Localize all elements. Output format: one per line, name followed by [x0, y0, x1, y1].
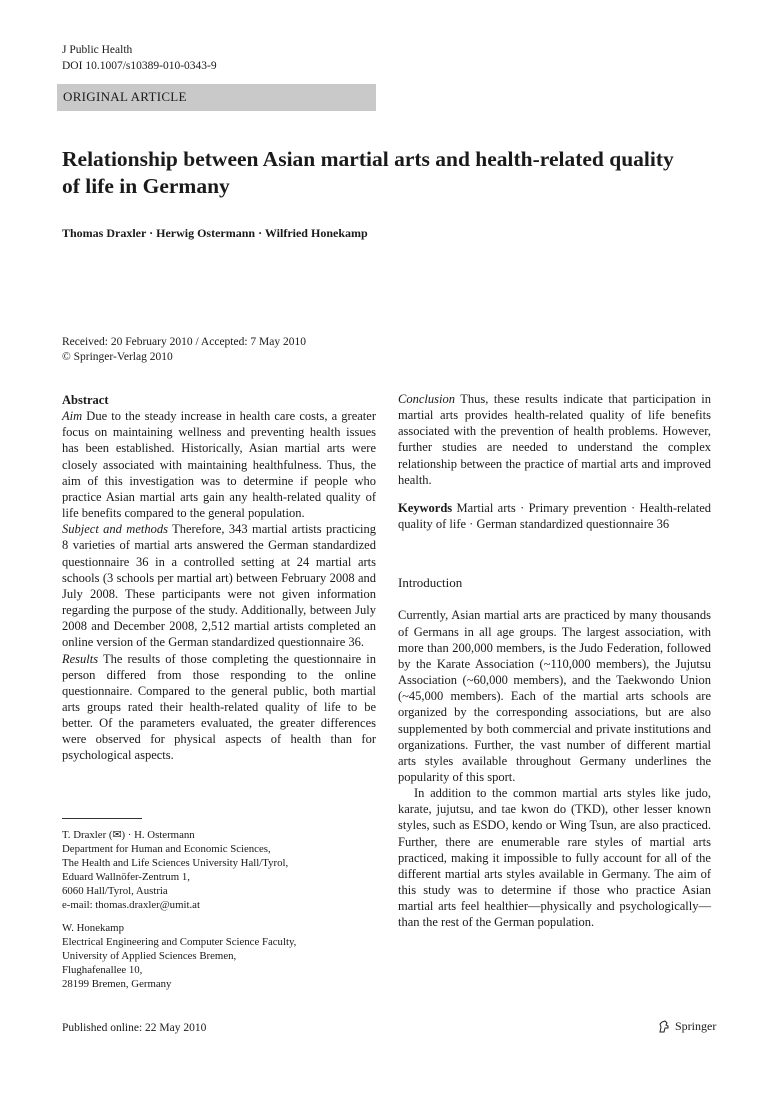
introduction-heading: Introduction [398, 575, 463, 591]
abstract-results [62, 651, 376, 764]
publisher-logo [657, 1019, 716, 1034]
results-label: Results [62, 651, 99, 666]
affiliation-line: Eduard Wallnöfer-Zentrum 1, [62, 871, 190, 884]
article-type-band [57, 84, 376, 111]
affiliation-line: 6060 Hall/Tyrol, Austria [62, 885, 168, 898]
keywords-label: Keywords [398, 500, 453, 515]
copyright: © Springer-Verlag 2010 [62, 351, 173, 363]
affiliation-line: University of Applied Sciences Bremen, [62, 949, 237, 962]
publisher-name: Springer [675, 1019, 717, 1033]
affiliation-email[interactable]: e-mail: thomas.draxler@umit.at [62, 899, 200, 912]
abstract-methods [62, 521, 376, 650]
journal-doi: DOI 10.1007/s10389-010-0343-9 [62, 60, 217, 72]
methods-label: Subject and methods [62, 522, 168, 537]
footnote-rule [62, 818, 142, 819]
aim-label: Aim [62, 409, 83, 424]
affiliations [62, 828, 382, 999]
results-text: The results of those completing the questionnaire in person differed from those responding to the online questionnaire. Compared to the general public, both martial arts groups rated their health-related quality of life to be better. Of the parameters evaluated, the greater differences were observed for physical aspects of health than for psychological aspects. [62, 651, 376, 763]
affiliation-line: Electrical Engineering and Computer Science Faculty, [62, 935, 297, 948]
article-type: ORIGINAL ARTICLE [63, 89, 187, 104]
published-online: Published online: 22 May 2010 [62, 1022, 207, 1034]
keywords [398, 500, 711, 532]
affiliation-line: Department for Human and Economic Sciences, [62, 843, 271, 856]
affiliation-names: W. Honekamp [62, 921, 124, 934]
affiliation-2 [62, 921, 382, 991]
affiliation-line: Flughafenallee 10, [62, 963, 143, 976]
affiliation-1 [62, 828, 382, 913]
journal-header [62, 42, 217, 74]
affiliation-line: 28199 Bremen, Germany [62, 977, 172, 990]
springer-horse-icon [657, 1020, 671, 1034]
keywords-text: Martial arts · Primary prevention · Health-related quality of life · German standardized questionnaire 36 [398, 500, 711, 532]
abstract-conclusion [398, 391, 711, 488]
abstract-aim [62, 408, 376, 521]
methods-text: Therefore, 343 martial artists practicing 8 varieties of martial arts answered the German standardized questionnaire 36 in a controlled setting at 24 martial arts schools (3 schools per martial art) between February 2008 and July 2008. These participants were not given information regarding the purpose of the study. Additionally, between July 2008 and December 2008, 2,512 martial artists completed an online version of the German standardized questionnaire 36. [62, 522, 376, 650]
received-accepted: Received: 20 February 2010 / Accepted: 7 May 2010 [62, 336, 306, 348]
aim-text: Due to the steady increase in health care costs, a greater focus on maintaining wellness and preventing health issues has been established. Historically, Asian martial arts were closely associated with maintaining healthfulness. Thus, the aim of this investigation was to determine if people who practice Asian martial arts gain any health-related quality of life benefits compared to the general population. [62, 409, 376, 521]
left-column [62, 392, 376, 764]
introduction-paragraph-2: In addition to the common martial arts styles like judo, karate, jujutsu, and tae kwon do (TKD), other lesser known styles, such as ESDO, kendo or Wing Tsun, are also practiced. Further, there are enumerable rare styles of martial arts practiced, making it impossible to fully account for all of the different martial arts styles available in Germany. The aim of this study was to determine if those who practice Asian martial arts feel healthier—physically and psychologically—than the rest of the German population. [398, 786, 711, 930]
article-dates [62, 335, 306, 365]
author-list: Thomas Draxler · Herwig Ostermann · Wilfried Honekamp [62, 226, 368, 240]
abstract-heading: Abstract [62, 393, 109, 407]
article-title: Relationship between Asian martial arts and health-related quality of life in Germany [62, 147, 674, 198]
conclusion-label: Conclusion [398, 392, 455, 406]
affiliation-names: T. Draxler (✉) · H. Ostermann [62, 829, 195, 841]
conclusion-text: Thus, these results indicate that participation in martial arts provides health-related quality of life benefits associated with the prevention of health problems. However, further studies are needed to understand the complex relationship between the practice of martial arts and improved health. [398, 392, 711, 487]
introduction-paragraph-1: Currently, Asian martial arts are practiced by many thousands of Germans in all age groups. The largest association, with more than 200,000 members, is the Judo Federation, followed by the Karate Association (~110,000 members), the Jujutsu Association (~60,000 members), and the Taekwondo Union (~45,000 members). Each of the martial arts schools are organized by the corresponding associations, but are also supplemented by both commercial and private institutions and organizations. Further, the vast number of different martial arts styles available throughout Germany underlines the popularity of this sport. [398, 608, 711, 784]
right-column [398, 391, 711, 931]
journal-name: J Public Health [62, 44, 133, 56]
affiliation-line: The Health and Life Sciences University Hall/Tyrol, [62, 857, 289, 870]
